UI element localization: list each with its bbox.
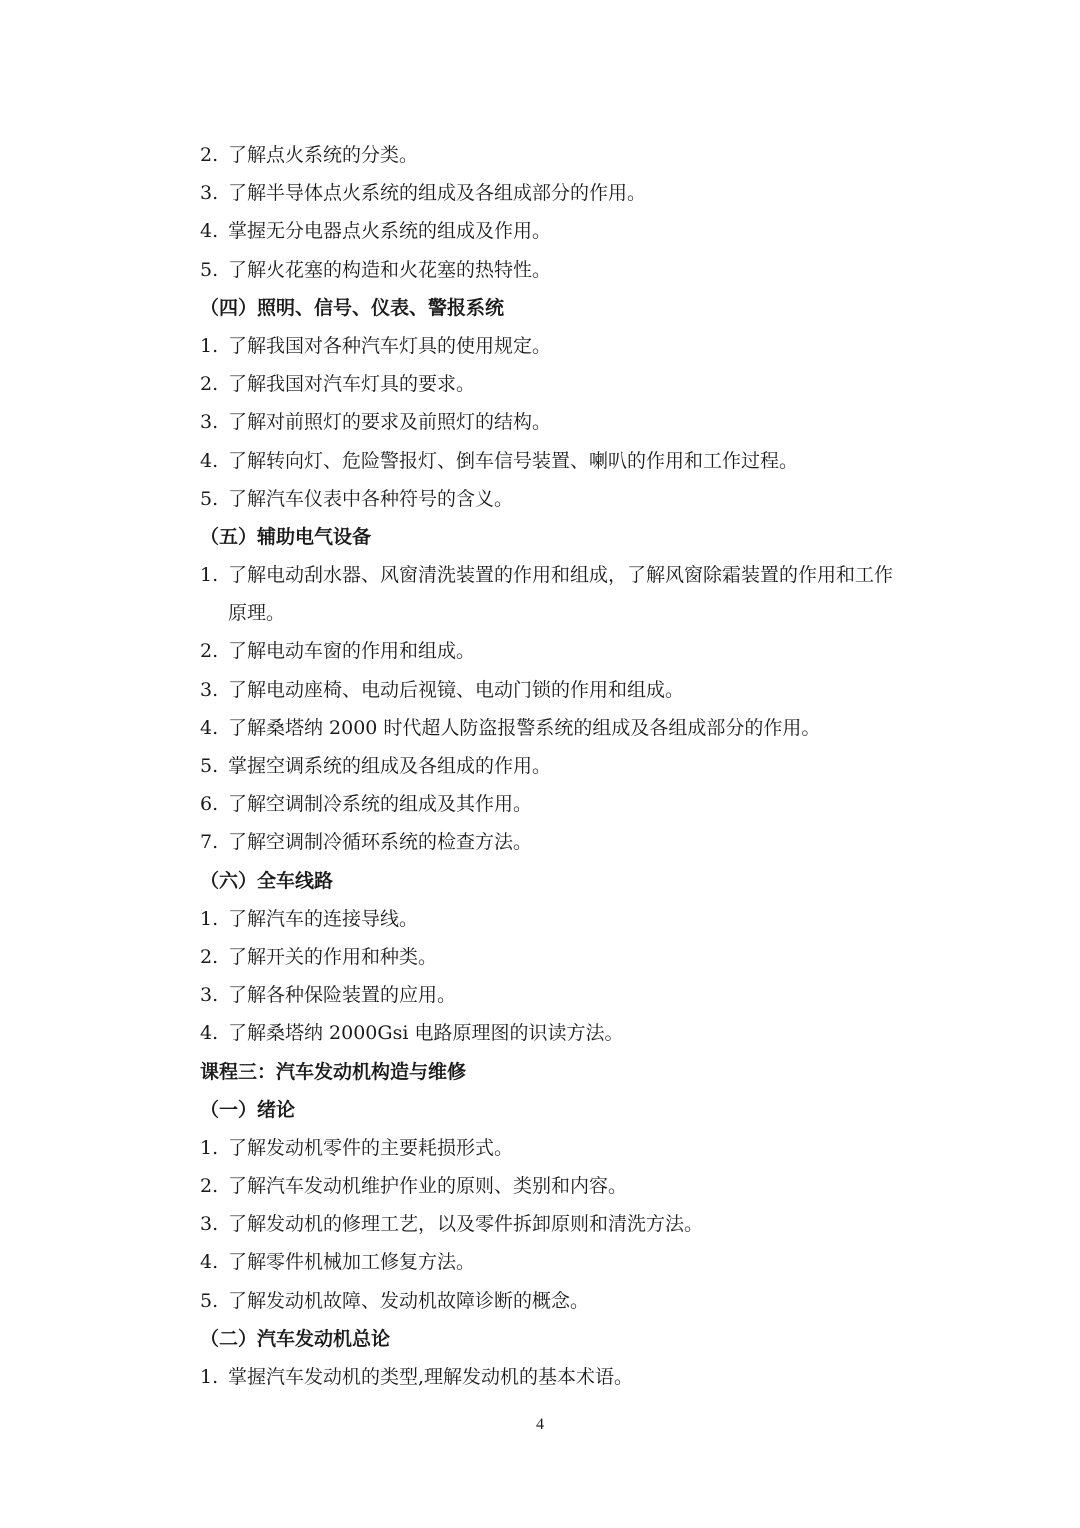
list-item-text: 了解对前照灯的要求及前照灯的结构。 — [228, 411, 552, 434]
list-item-number: 3. — [200, 984, 219, 1007]
list-item-number: 4. — [200, 1022, 219, 1045]
list-item-text: 了解半导体点火系统的组成及各组成部分的作用。 — [228, 182, 647, 205]
list-item-number: 4. — [200, 449, 219, 472]
list-item — [200, 403, 940, 441]
list-item-number: 4. — [200, 220, 219, 243]
list-item — [200, 1129, 940, 1167]
section-heading: 课程三：汽车发动机构造与维修 — [200, 1060, 467, 1083]
list-item-number: 4. — [200, 716, 219, 739]
list-item-number: 2. — [200, 945, 219, 968]
list-item-text: 了解汽车的连接导线。 — [228, 907, 419, 930]
list-item — [200, 976, 940, 1014]
section-heading: （一）绪论 — [200, 1098, 296, 1121]
list-item-text: 了解桑塔纳 2000Gsi 电路原理图的识读方法。 — [228, 1022, 624, 1045]
list-item — [200, 1014, 940, 1052]
list-item — [200, 900, 940, 938]
list-item — [200, 671, 940, 709]
list-item-text: 了解各种保险装置的应用。 — [228, 984, 457, 1007]
list-item-number: 5. — [200, 258, 219, 281]
list-item-text: 了解电动车窗的作用和组成。 — [228, 640, 476, 663]
list-item — [200, 1167, 940, 1205]
list-item-number: 1. — [200, 1366, 219, 1388]
list-item-continuation: 原理。 — [228, 602, 286, 625]
list-item — [200, 632, 940, 670]
list-item — [200, 327, 940, 365]
list-item — [200, 785, 940, 823]
list-item-number: 3. — [200, 678, 219, 701]
list-item-number: 5. — [200, 1289, 219, 1312]
list-item — [200, 1243, 940, 1281]
section-heading: （二）汽车发动机总论 — [200, 1327, 391, 1350]
list-item-number: 2. — [200, 373, 219, 396]
list-item — [200, 747, 940, 785]
list-item — [200, 1282, 940, 1320]
list-item-text: 了解我国对汽车灯具的要求。 — [228, 373, 476, 396]
list-item-number: 7. — [200, 831, 219, 854]
list-item-number: 5. — [200, 755, 219, 777]
section-heading: （六）全车线路 — [200, 869, 334, 892]
list-item-text: 了解汽车仪表中各种符号的含义。 — [228, 487, 514, 510]
list-item — [200, 480, 940, 518]
list-item — [200, 174, 940, 212]
list-item-number: 2. — [200, 640, 219, 663]
list-item-text: 了解开关的作用和种类。 — [228, 945, 438, 968]
list-item-number: 3. — [200, 411, 219, 434]
list-item-number: 6. — [200, 793, 219, 816]
list-item — [200, 442, 940, 480]
list-item-number: 4. — [200, 1251, 219, 1274]
list-item-text: 掌握汽车发动机的类型,理解发动机的基本术语。 — [228, 1366, 634, 1388]
list-item-text: 了解汽车发动机维护作业的原则、类别和内容。 — [228, 1175, 628, 1198]
list-item-text: 了解我国对各种汽车灯具的使用规定。 — [228, 334, 552, 357]
list-item — [200, 938, 940, 976]
list-item — [200, 365, 940, 403]
list-item-text: 了解桑塔纳 2000 时代超人防盗报警系统的组成及各组成部分的作用。 — [228, 716, 821, 739]
list-item-text: 了解发动机故障、发动机故障诊断的概念。 — [228, 1289, 590, 1312]
list-item — [200, 212, 940, 250]
list-item-text: 了解电动座椅、电动后视镜、电动门锁的作用和组成。 — [228, 678, 685, 701]
list-item-number: 1. — [200, 334, 219, 357]
list-item-number: 2. — [200, 144, 219, 166]
list-item-text: 了解零件机械加工修复方法。 — [228, 1251, 476, 1274]
list-item-text: 了解火花塞的构造和火花塞的热特性。 — [228, 258, 552, 281]
list-item-text: 了解发动机零件的主要耗损形式。 — [228, 1136, 514, 1159]
document-body — [200, 136, 940, 1396]
list-item — [200, 1205, 940, 1243]
list-item — [200, 556, 940, 594]
list-item-number: 1. — [200, 907, 219, 930]
list-item — [200, 136, 940, 174]
list-item-text: 了解空调制冷循环系统的检查方法。 — [228, 831, 533, 854]
section-heading: （四）照明、信号、仪表、警报系统 — [200, 296, 505, 319]
list-item-number: 3. — [200, 182, 219, 205]
list-item-text: 掌握无分电器点火系统的组成及作用。 — [228, 220, 552, 243]
list-item-text: 了解发动机的修理工艺，以及零件拆卸原则和清洗方法。 — [228, 1213, 704, 1236]
list-item-number: 1. — [200, 1136, 219, 1159]
list-item — [200, 251, 940, 289]
list-item-number: 3. — [200, 1213, 219, 1236]
list-item-text: 了解空调制冷系统的组成及其作用。 — [228, 793, 533, 816]
list-item-text: 了解点火系统的分类。 — [228, 144, 419, 166]
list-item — [200, 709, 940, 747]
list-item-text: 掌握空调系统的组成及各组成的作用。 — [228, 755, 552, 777]
list-item-number: 2. — [200, 1175, 219, 1198]
list-item-text: 了解转向灯、危险警报灯、倒车信号装置、喇叭的作用和工作过程。 — [228, 449, 799, 472]
list-item-text: 了解电动刮水器、风窗清洗装置的作用和组成，了解风窗除霜装置的作用和工作 — [228, 564, 894, 587]
list-item — [200, 1358, 940, 1396]
list-item-number: 5. — [200, 487, 219, 510]
list-item-number: 1. — [200, 564, 219, 587]
section-heading: （五）辅助电气设备 — [200, 525, 372, 548]
list-item — [200, 823, 940, 861]
page-number: 4 — [536, 1416, 544, 1433]
